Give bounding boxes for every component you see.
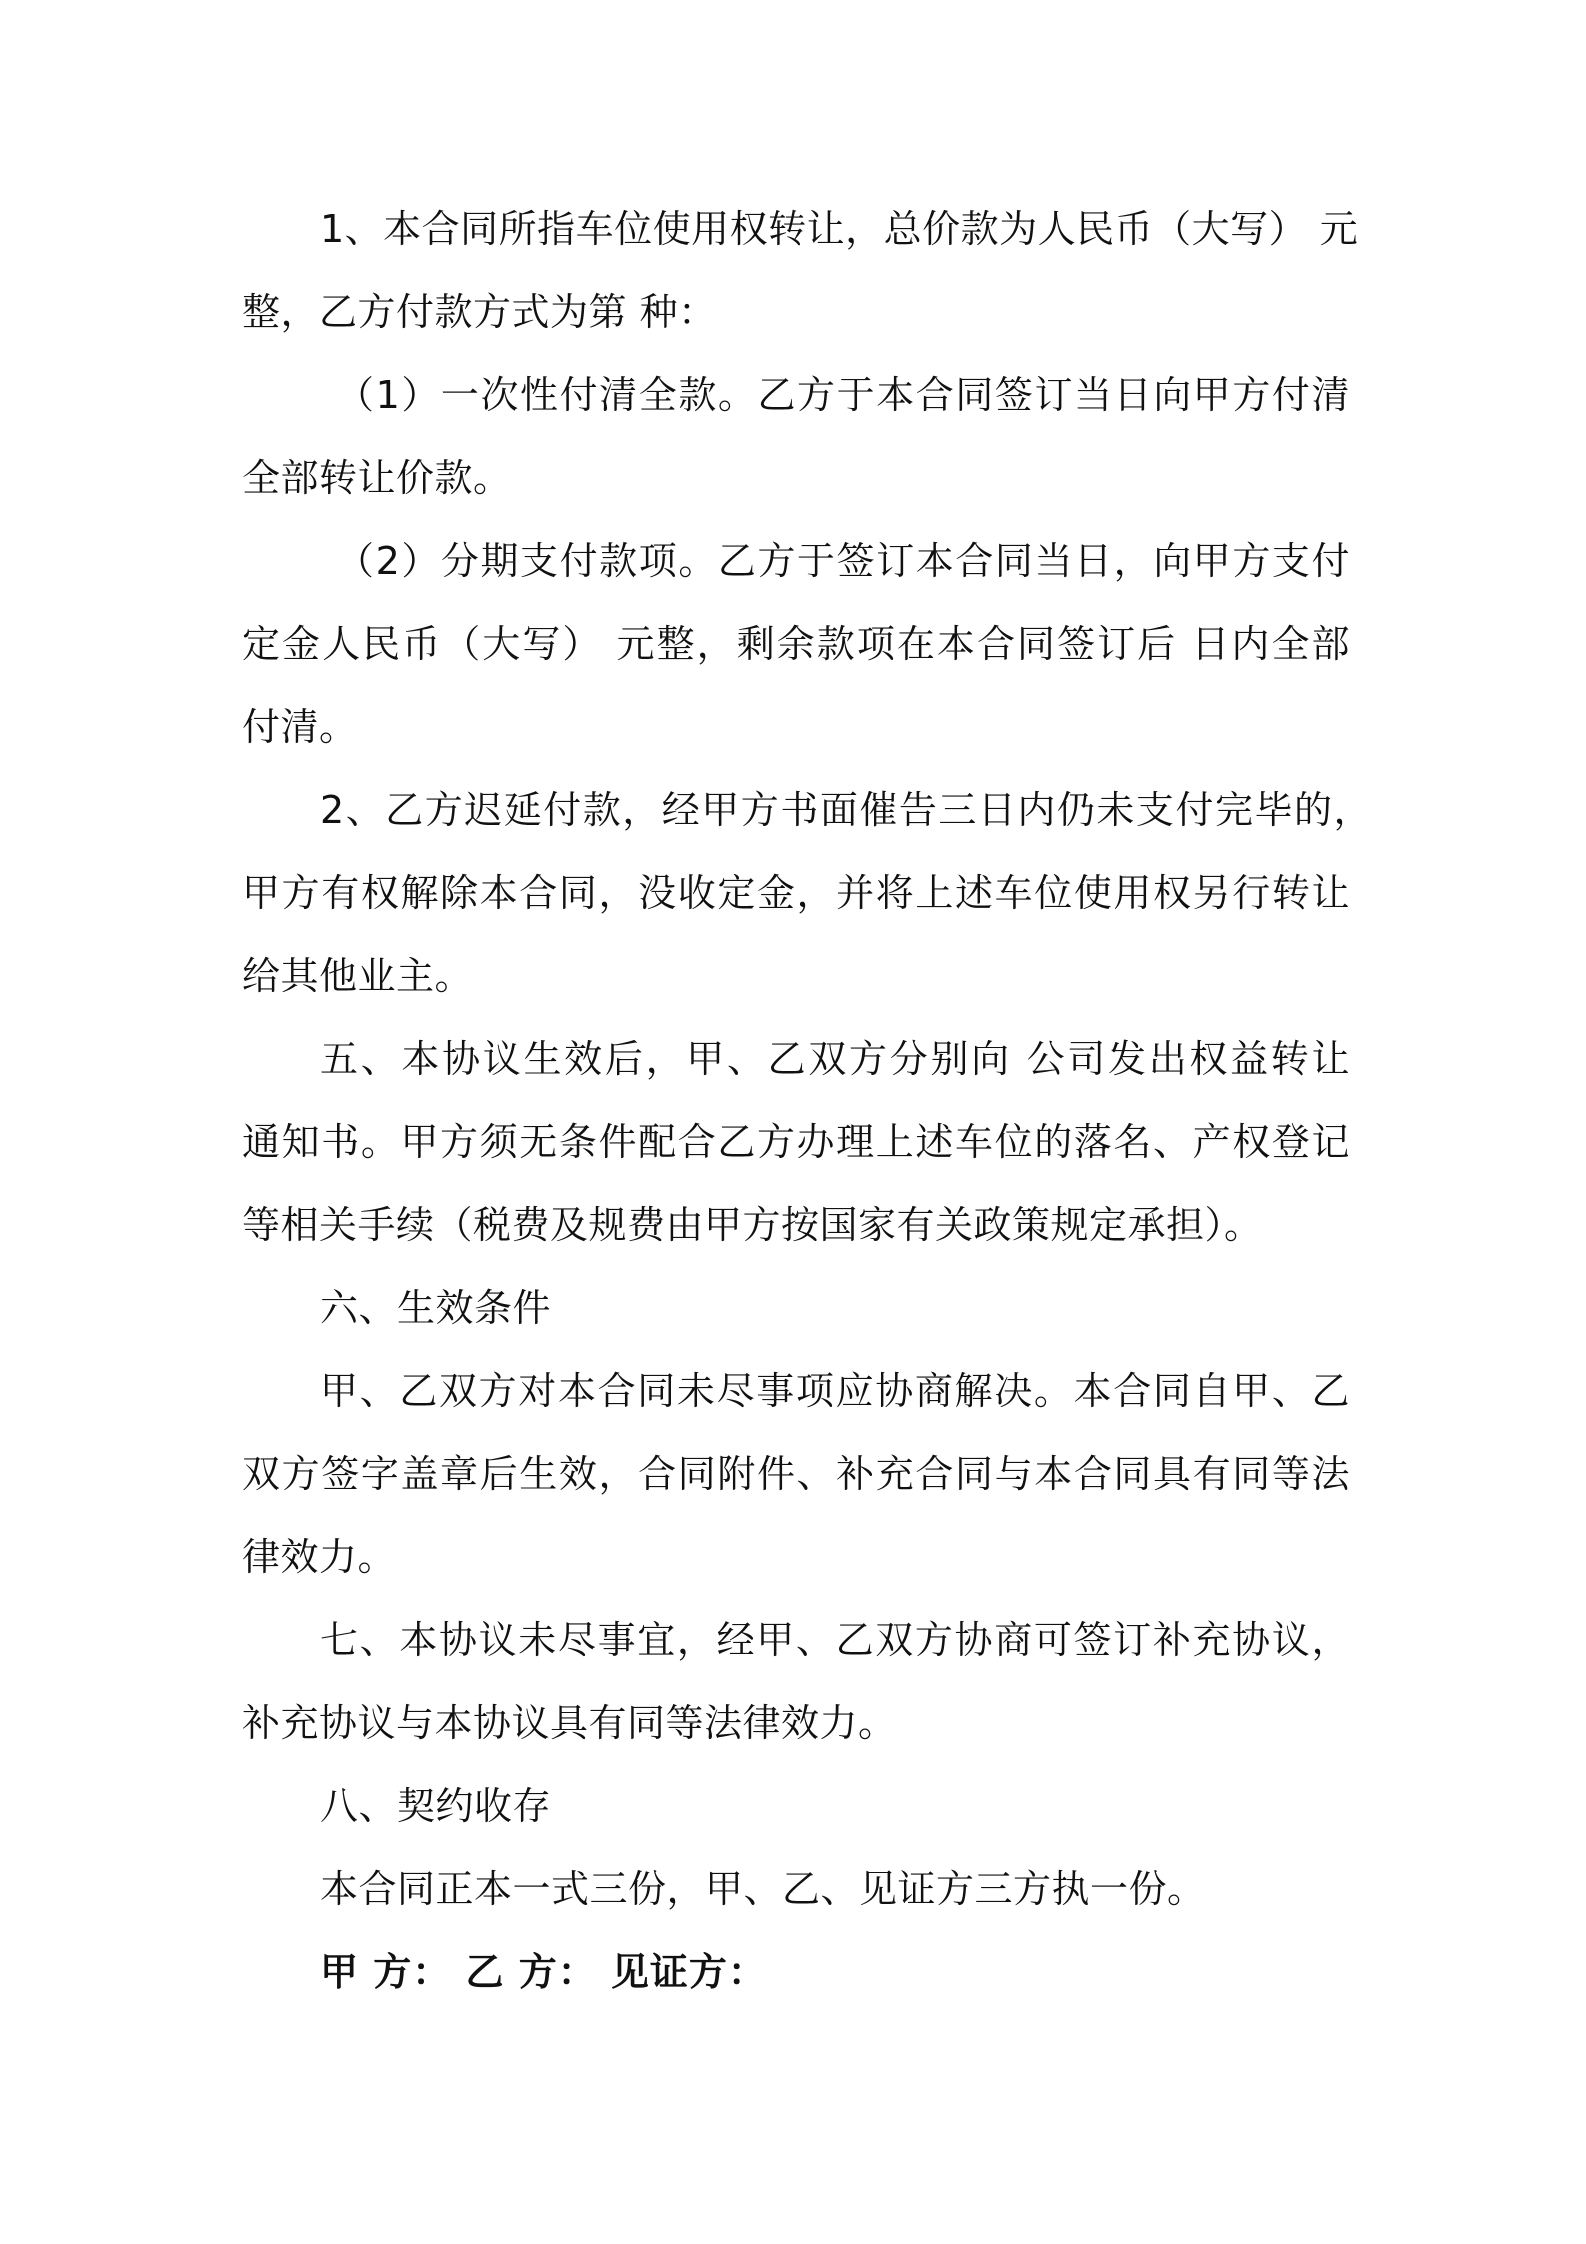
clause-1-line-1: 1、本合同所指车位使用权转让，总价款为人民币（大写） 元: [320, 207, 1359, 251]
signature-line: 甲 方： 乙 方： 见证方：: [320, 1950, 767, 1994]
section-6-heading: 六、生效条件: [320, 1286, 552, 1330]
section-5-line-3: 等相关手续（税费及规费由甲方按国家有关政策规定承担）。: [242, 1203, 1263, 1247]
payment-option-1-line-2: 全部转让价款。: [242, 456, 512, 500]
section-7-line-1: 七、本协议未尽事宜，经甲、乙双方协商可签订补充协议，: [320, 1618, 1350, 1662]
section-6-line-2: 双方签字盖章后生效，合同附件、补充合同与本合同具有同等法: [242, 1452, 1350, 1496]
payment-option-2-line-2: 定金人民币（大写） 元整，剩余款项在本合同签订后 日内全部: [242, 622, 1350, 666]
payment-option-2-line-3: 付清。: [242, 705, 358, 749]
section-5-line-2: 通知书。甲方须无条件配合乙方办理上述车位的落名、产权登记: [242, 1120, 1350, 1164]
payment-option-1-line-1: （1）一次性付清全款。乙方于本合同签订当日向甲方付清: [336, 373, 1350, 417]
clause-1-line-2: 整，乙方付款方式为第 种：: [242, 290, 717, 334]
section-6-line-1: 甲、乙双方对本合同未尽事项应协商解决。本合同自甲、乙: [320, 1369, 1350, 1413]
section-5-line-1: 五、本协议生效后，甲、乙双方分别向 公司发出权益转让: [320, 1037, 1350, 1081]
section-8-line-1: 本合同正本一式三份，甲、乙、见证方三方执一份。: [320, 1867, 1206, 1911]
clause-2-line-2: 甲方有权解除本合同，没收定金，并将上述车位使用权另行转让: [242, 871, 1350, 915]
section-8-heading: 八、契约收存: [320, 1784, 552, 1828]
clause-2-line-1: 2、乙方迟延付款，经甲方书面催告三日内仍未支付完毕的，: [320, 788, 1372, 832]
section-6-line-3: 律效力。: [242, 1535, 397, 1579]
clause-2-line-3: 给其他业主。: [242, 954, 474, 998]
payment-option-2-line-1: （2）分期支付款项。乙方于签订本合同当日，向甲方支付: [336, 539, 1350, 583]
section-7-line-2: 补充协议与本协议具有同等法律效力。: [242, 1701, 897, 1745]
